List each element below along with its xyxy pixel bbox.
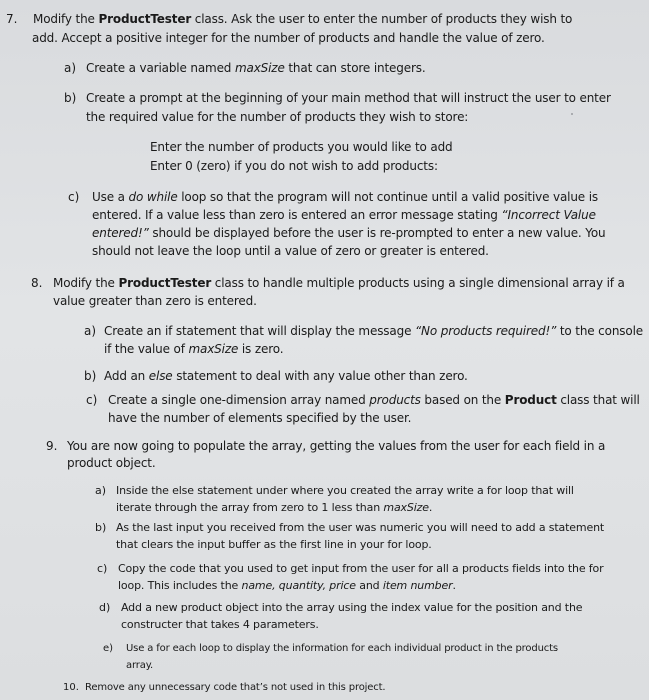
item-9-line-2: product object. — [67, 456, 156, 470]
item-7b-label: b) — [64, 91, 77, 105]
item-9b-line-1: As the last input you received from the user was numeric you will need to add a statement — [116, 521, 605, 534]
item-7a-label: a) — [64, 61, 77, 75]
item-9c-line-1: Copy the code that you used to get input from the user for all a products fields into the for — [118, 562, 604, 575]
item-8b-label: b) — [84, 369, 97, 383]
item-7-number: 7. — [6, 12, 18, 26]
item-9e-line-2: array. — [126, 660, 154, 671]
item-7c-line-4: should not leave the loop until a value of zero or greater is entered. — [92, 244, 489, 258]
item-7c-line-2: entered. If a value less than zero is entered an error message stating “Incorrect Value — [92, 208, 596, 222]
item-8a-line-2: if the value of maxSize is zero. — [104, 342, 284, 356]
item-9d-line-2: constructer that takes 4 parameters. — [121, 618, 319, 631]
item-9b-label: b) — [95, 521, 107, 534]
item-8c-label: c) — [86, 393, 98, 407]
item-8c-line-2: have the number of elements specified by the user. — [108, 411, 412, 425]
item-8a-label: a) — [84, 324, 97, 338]
item-7c-label: c) — [68, 190, 80, 204]
item-9b-line-2: that clears the input buffer as the first line in your for loop. — [116, 538, 432, 551]
prompt-line-2: Enter 0 (zero) if you do not wish to add products: — [150, 159, 438, 173]
item-9e-label: e) — [103, 643, 114, 654]
item-9e-line-1: Use a for each loop to display the information for each individual product in the products — [126, 643, 558, 654]
item-8-line-1: Modify the ProductTester class to handle multiple products using a single dimensional array if a — [53, 276, 625, 290]
prompt-line-1: Enter the number of products you would like to add — [150, 140, 453, 154]
item-8-number: 8. — [31, 276, 43, 290]
item-9-number: 9. — [46, 439, 58, 453]
item-9d-label: d) — [99, 601, 111, 614]
item-9-line-1: You are now going to populate the array, getting the values from the user for each field in a — [67, 439, 606, 453]
item-7-line-1: Modify the ProductTester class. Ask the user to enter the number of products they wish to — [33, 12, 573, 26]
item-7-line-2: add. Accept a positive integer for the number of products and handle the value of zero. — [32, 31, 545, 45]
item-7b-line-1: Create a prompt at the beginning of your main method that will instruct the user to enter — [86, 91, 611, 105]
item-8-line-2: value greater than zero is entered. — [53, 294, 257, 308]
item-10-number: 10. — [63, 682, 79, 693]
item-9c-line-2: loop. This includes the name, quantity, price and item number. — [118, 579, 456, 592]
item-10-text: Remove any unnecessary code that’s not used in this project. — [85, 682, 386, 693]
item-9a-label: a) — [95, 484, 107, 497]
item-8b-text: Add an else statement to deal with any value other than zero. — [104, 369, 468, 383]
item-9a-line-2: iterate through the array from zero to 1 less than maxSize. — [116, 501, 433, 514]
item-7a-text: Create a variable named maxSize that can store integers. — [86, 61, 426, 75]
smudge-dot — [571, 113, 573, 115]
item-7b-line-2: the required value for the number of products they wish to store: — [86, 110, 469, 124]
item-9c-label: c) — [97, 562, 108, 575]
item-7c-line-3: entered!” should be displayed before the user is re-prompted to enter a new value. You — [92, 226, 606, 240]
item-9a-line-1: Inside the else statement under where you created the array write a for loop that will — [116, 484, 574, 497]
item-8a-line-1: Create an if statement that will display the message “No products required!” to the console — [104, 324, 643, 338]
item-8c-line-1: Create a single one-dimension array named products based on the Product class that will — [108, 393, 640, 407]
item-9d-line-1: Add a new product object into the array using the index value for the position and the — [121, 601, 583, 614]
item-7c-line-1: Use a do while loop so that the program will not continue until a valid positive value is — [92, 190, 598, 204]
